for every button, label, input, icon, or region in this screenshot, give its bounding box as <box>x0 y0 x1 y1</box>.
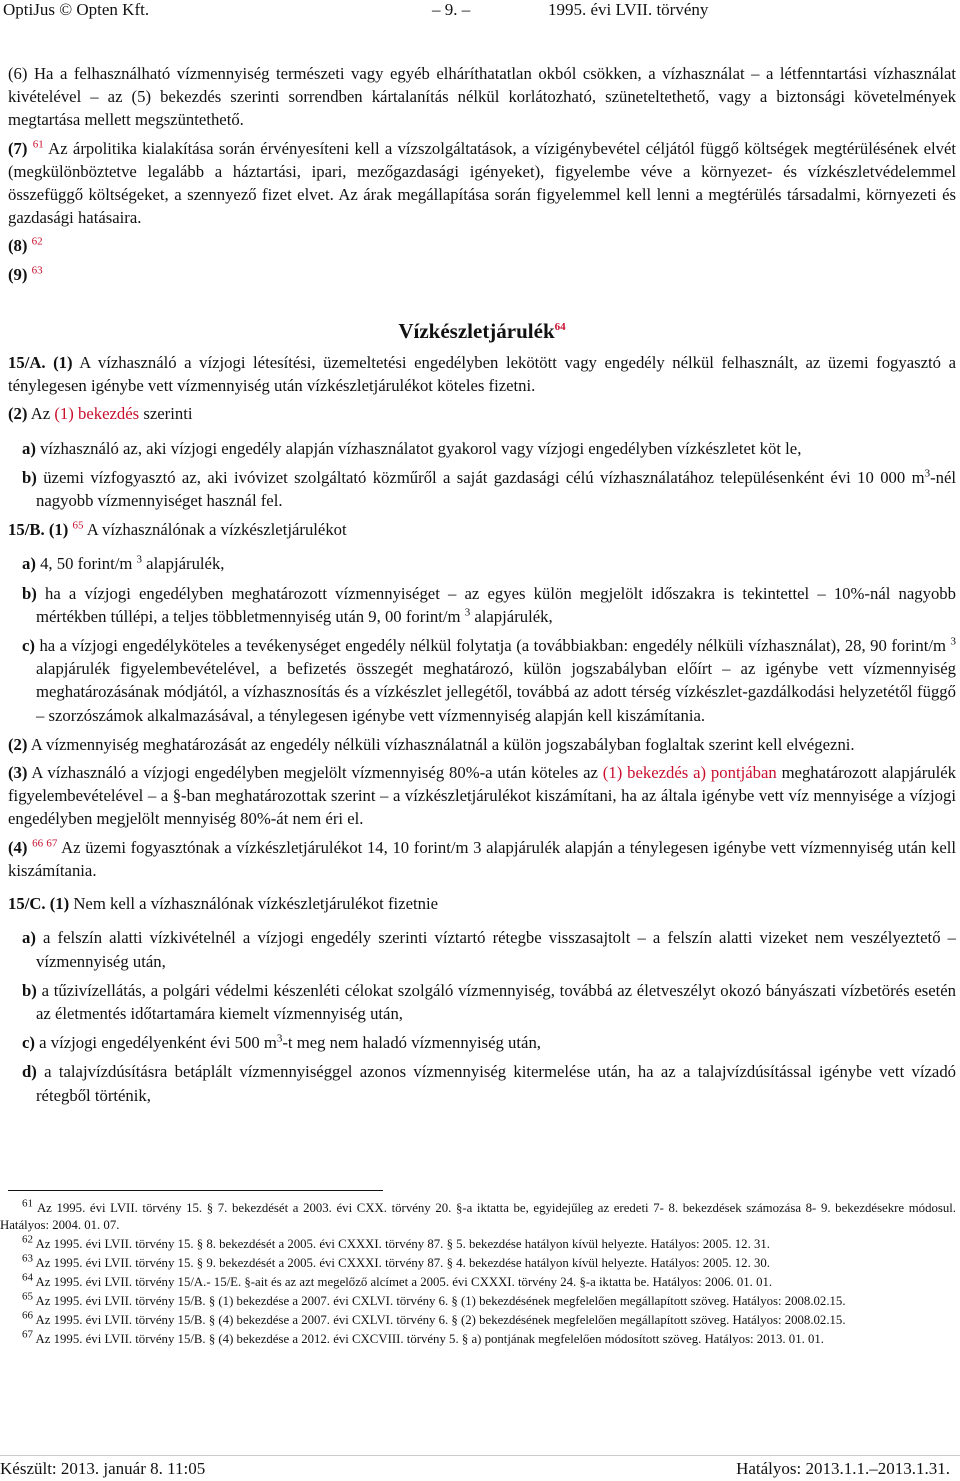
section-15a-paragraph-2 <box>8 402 956 425</box>
footnote-number: 67 <box>22 1328 33 1341</box>
item-text: alapjárulék, <box>146 554 225 574</box>
paragraph-7-label: (7) <box>8 138 28 158</box>
item-text: a vízjogi engedélyenként évi 500 m <box>39 1033 277 1053</box>
created-date: Készült: 2013. január 8. 11:05 <box>0 1459 206 1478</box>
para-text: Nem kell a vízhasználónak vízkészletjárulékot fizetnie <box>73 894 439 914</box>
superscript: 3 <box>464 606 471 619</box>
footnote-divider <box>8 1190 383 1191</box>
item-label: c) <box>22 636 35 656</box>
law-title: 1995. évi LVII. törvény <box>548 0 709 19</box>
section-15c-item-a <box>22 926 956 972</box>
item-text: ha a vízjogi engedélyben meghatározott vízmennyiséget – az egyes külön megjelölt időszakra is tekintettel – 10%-nál nagyobb mértékben túllépi, a teljes többletmennyiség után 9, 00 forint/m <box>36 583 956 626</box>
footnote-ref-66-67[interactable]: 66 67 <box>32 837 58 850</box>
item-text: vízhasználó az, aki vízjogi engedély alapján vízhasználatot gyakorol vagy vízjogi engedélyben vízkészletet köt le, <box>40 438 802 458</box>
footer-divider <box>0 1455 960 1456</box>
item-text: -nél nagyobb vízmennyiséget használ fel. <box>36 467 957 511</box>
footnote-text: Az 1995. évi LVII. törvény 15. § 8. bekezdését a 2005. évi CXXXI. törvény 87. § 5. bekezdése hatályon kívül helyezte. Hatályos: 2005. 12. 31. <box>35 1237 770 1251</box>
footnote-text: Az 1995. évi LVII. törvény 15. § 9. bekezdését a 2005. évi CXXXI. törvény 87. § 4. bekezdése hatályon kívül helyezte. Hatályos: 2005. 12. 30. <box>35 1256 770 1270</box>
section-15c-item-c <box>22 1031 956 1054</box>
section-15c-label: 15/C. <box>8 894 46 914</box>
para-text: A vízhasználó a vízjogi létesítési, üzemeltetési engedélyben lekötött vagy engedély nélkül felhasznált, az üzemi fogyasztó a ténylegesen igénybe vett vízmennyiség után vízkészletjárulékot köteles fizetni. <box>8 353 956 396</box>
paragraph-9-label: (9) <box>8 264 28 284</box>
footnote-64 <box>0 1271 956 1291</box>
section-15a-item-a <box>22 437 956 460</box>
superscript: 3 <box>924 467 931 480</box>
footnote-63 <box>0 1252 956 1272</box>
item-label: b) <box>22 467 37 487</box>
para-text: A vízhasználónak a vízkészletjárulékot <box>86 520 347 540</box>
paragraph-8 <box>8 234 956 257</box>
item-label: a) <box>22 554 36 574</box>
item-text: alapjárulék, <box>474 606 553 626</box>
footnote-number: 62 <box>22 1233 33 1246</box>
paragraph-9 <box>8 263 956 286</box>
page-header <box>0 0 960 20</box>
section-15b-paragraph-2 <box>8 733 956 756</box>
section-15b-item-a <box>22 552 956 575</box>
section-15c-item-d <box>22 1060 956 1106</box>
footnote-ref-61[interactable]: 61 <box>32 138 44 151</box>
superscript: 3 <box>950 635 957 648</box>
section-15b-label: 15/B. <box>8 520 45 540</box>
para-num: (1) <box>49 894 70 914</box>
item-label: b) <box>22 583 37 603</box>
section-15a-label: 15/A. <box>8 353 46 373</box>
effective-dates: Hatályos: 2013.1.1.–2013.1.31. <box>736 1459 950 1478</box>
footnote-66 <box>0 1309 956 1329</box>
footnote-number: 65 <box>22 1290 33 1303</box>
section-15a-item-b <box>22 466 956 512</box>
footnotes <box>0 1197 956 1350</box>
item-text: ha a vízjogi engedélyköteles a tevékenységet engedély nélkül folytatja (a továbbiakban: engedély nélküli vízhasználat), 28, 90 forint/m <box>39 636 947 656</box>
superscript: 3 <box>276 1032 283 1045</box>
item-text: a talajvízdúsításra betáplált vízmennyiséggel azonos vízmennyiség kitermelése után, ha az a talajvízdúsítással igénybe vett vízadó rétegből történik, <box>36 1062 957 1105</box>
para-text: A vízmennyiség meghatározását az engedély nélküli vízhasználatnál a külön jogszabályban foglaltak szerint kell elvégezni. <box>30 734 855 754</box>
footnote-text: Az 1995. évi LVII. törvény 15/B. § (4) bekezdése a 2012. évi CXCVIII. törvény 5. § a) pontjának megfelelően módosított szöveg. Hatályos: 2013. 01. 01. <box>35 1332 824 1346</box>
paragraph-6: (6) Ha a felhasználható vízmennyiség természeti vagy egyéb elháríthatatlan okból csökken, a vízhasználat – a létfenntartási vízhasználat kivételével – az (5) bekezdés szerinti sorrendben kártalanítás nélkül korlátozható, szüneteltethető, vagy a biztonsági követelmények megtartása mellett megszüntethető. <box>8 64 956 130</box>
footnote-number: 63 <box>22 1252 33 1265</box>
para-num: (3) <box>8 763 28 783</box>
footnote-text: Az 1995. évi LVII. törvény 15. § 7. bekezdését a 2003. évi CXX. törvény 20. §-a iktatta be, egyidejűleg az eredeti 7- 8. bekezdések számozása 8- 9. bekezdésekre módosul. Hatályos: 2004. 01. 07. <box>0 1201 956 1232</box>
cross-reference-link[interactable]: (1) bekezdés a) pontjában <box>602 763 777 783</box>
para-num: (2) <box>8 404 28 424</box>
para-text: A vízhasználó a vízjogi engedélyben megjelölt vízmennyiség 80%-a után köteles az <box>31 763 598 783</box>
footnote-number: 64 <box>22 1271 33 1284</box>
footnote-text: Az 1995. évi LVII. törvény 15/B. § (4) bekezdése a 2007. évi CXLVI. törvény 6. § (2) bekezdésének megfelelően megállapított szöveg. Hatályos: 2008.02.15. <box>35 1313 846 1327</box>
paragraph-7 <box>8 137 956 230</box>
paragraph-7-text: Az árpolitika kialakítása során érvényesíteni kell a vízszolgáltatások, a vízigénybevétel céljától függő költségek megtérülésének elvét (megkülönböztetve legalább a háztartási, ipari, mezőgazdasági igényeket), figyelembe véve a környezet- és vízkészletvédelemmel összefüggő költségeket, a szennyező fizet elvet. Az árak megállapítása során figyelemmel kell lenni a megtérülés társadalmi, környezeti és gazdasági hatásaira. <box>8 138 957 228</box>
document-body <box>8 62 956 1113</box>
item-label: a) <box>22 928 36 948</box>
footnote-67 <box>0 1328 956 1348</box>
footnote-text: Az 1995. évi LVII. törvény 15/B. § (1) bekezdése a 2007. évi CXLVI. törvény 6. § (1) bekezdésének megfelelően megállapított szöveg. Hatályos: 2008.02.15. <box>35 1294 846 1308</box>
item-label: b) <box>22 980 37 1000</box>
section-title <box>8 320 956 343</box>
item-text: a felszín alatti vízkivételnél a vízjogi engedély szerinti víztartó rétegbe visszasajtolt – a felszín alatti vizeket nem veszélyeztető – vízmennyiség után, <box>36 928 956 971</box>
section-15c-paragraph-1 <box>8 892 956 915</box>
item-label: a) <box>22 438 36 458</box>
item-text: alapjárulék figyelembevételével, a befizetés összegét meghatározó, külön jogszabályban előírt – az igénybe vett vízmennyiség meghatározásának módjától, a vízhasznosítás és a vízkészlet jellegétől, továbbá az adott térség vízkészlet-gazdálkodási helyzetétől függő – szorzószámok alkalmazásával, a ténylegesen igénybe vett vízmennyiség alapján kell kiszámítania. <box>36 659 956 725</box>
section-15a-paragraph-1 <box>8 351 956 397</box>
item-text: a tűzivízellátás, a polgári védelmi készenléti célokat szolgáló vízmennyiség, továbbá az életveszélyt okozó bányászati vízbetörés esetén az életmentés időtartamára kiemelt vízmennyiség után, <box>36 980 957 1023</box>
para-num: (1) <box>53 353 73 373</box>
para-num: (4) <box>8 837 28 857</box>
para-text: Az <box>30 404 51 424</box>
cross-reference-link[interactable]: (1) bekezdés <box>54 404 140 424</box>
para-text: Az üzemi fogyasztónak a vízkészletjárulékot 14, 10 forint/m 3 alapjárulék alapján a ténylegesen igénybe vett vízmennyiség után kell kiszámítania. <box>8 837 957 880</box>
para-text: szerinti <box>143 404 193 424</box>
para-num: (1) <box>48 520 69 540</box>
paragraph-8-label: (8) <box>8 236 28 256</box>
item-text: -t meg nem haladó vízmennyiség után, <box>282 1033 541 1053</box>
para-text: meghatározott alapjárulék figyelembevételével – a §-ban meghatározottak szerint – a vízkészletjárulékot kiszámítani, ha az általa igénybe vett víz mennyisége a vízjogi engedélyben megjelölt mennyiség 80%-át nem éri el. <box>8 763 956 829</box>
item-label: c) <box>22 1033 35 1053</box>
footnote-number: 61 <box>22 1197 33 1210</box>
footnote-65 <box>0 1290 956 1310</box>
page-footer <box>0 1458 960 1480</box>
footnote-ref-63[interactable]: 63 <box>31 264 43 277</box>
footnote-62 <box>0 1233 956 1253</box>
footnote-61 <box>0 1197 956 1234</box>
publisher-label: OptiJus © Opten Kft. <box>3 0 150 19</box>
footnote-ref-65[interactable]: 65 <box>72 519 84 532</box>
footnote-ref-62[interactable]: 62 <box>31 235 43 248</box>
item-text: üzemi vízfogyasztó az, aki ivóvizet szolgáltató közműről a saját gazdasági célú vízhasználatához településenként évi 10 000 m <box>43 467 925 487</box>
section-15b-item-c <box>22 634 956 727</box>
para-num: (2) <box>8 734 28 754</box>
section-15b-paragraph-4 <box>8 836 956 882</box>
section-15b-paragraph-1 <box>8 518 956 541</box>
item-label: d) <box>22 1062 37 1082</box>
section-15c-item-b <box>22 979 956 1025</box>
section-15b-paragraph-3 <box>8 761 956 831</box>
superscript: 3 <box>136 553 142 566</box>
footnote-text: Az 1995. évi LVII. törvény 15/A.- 15/E. §-ait és az azt megelőző alcímet a 2005. évi CXXXI. törvény 24. §-a iktatta be. Hatályos: 2006. 01. 01. <box>35 1275 773 1289</box>
page-number: – 9. – <box>432 0 471 19</box>
footnote-ref-64[interactable]: 64 <box>554 320 566 333</box>
footnote-number: 66 <box>22 1309 33 1322</box>
section-title-text: Vízkészletjárulék <box>398 318 555 343</box>
item-text: 4, 50 forint/m <box>40 554 133 574</box>
section-15b-item-b <box>22 582 956 628</box>
